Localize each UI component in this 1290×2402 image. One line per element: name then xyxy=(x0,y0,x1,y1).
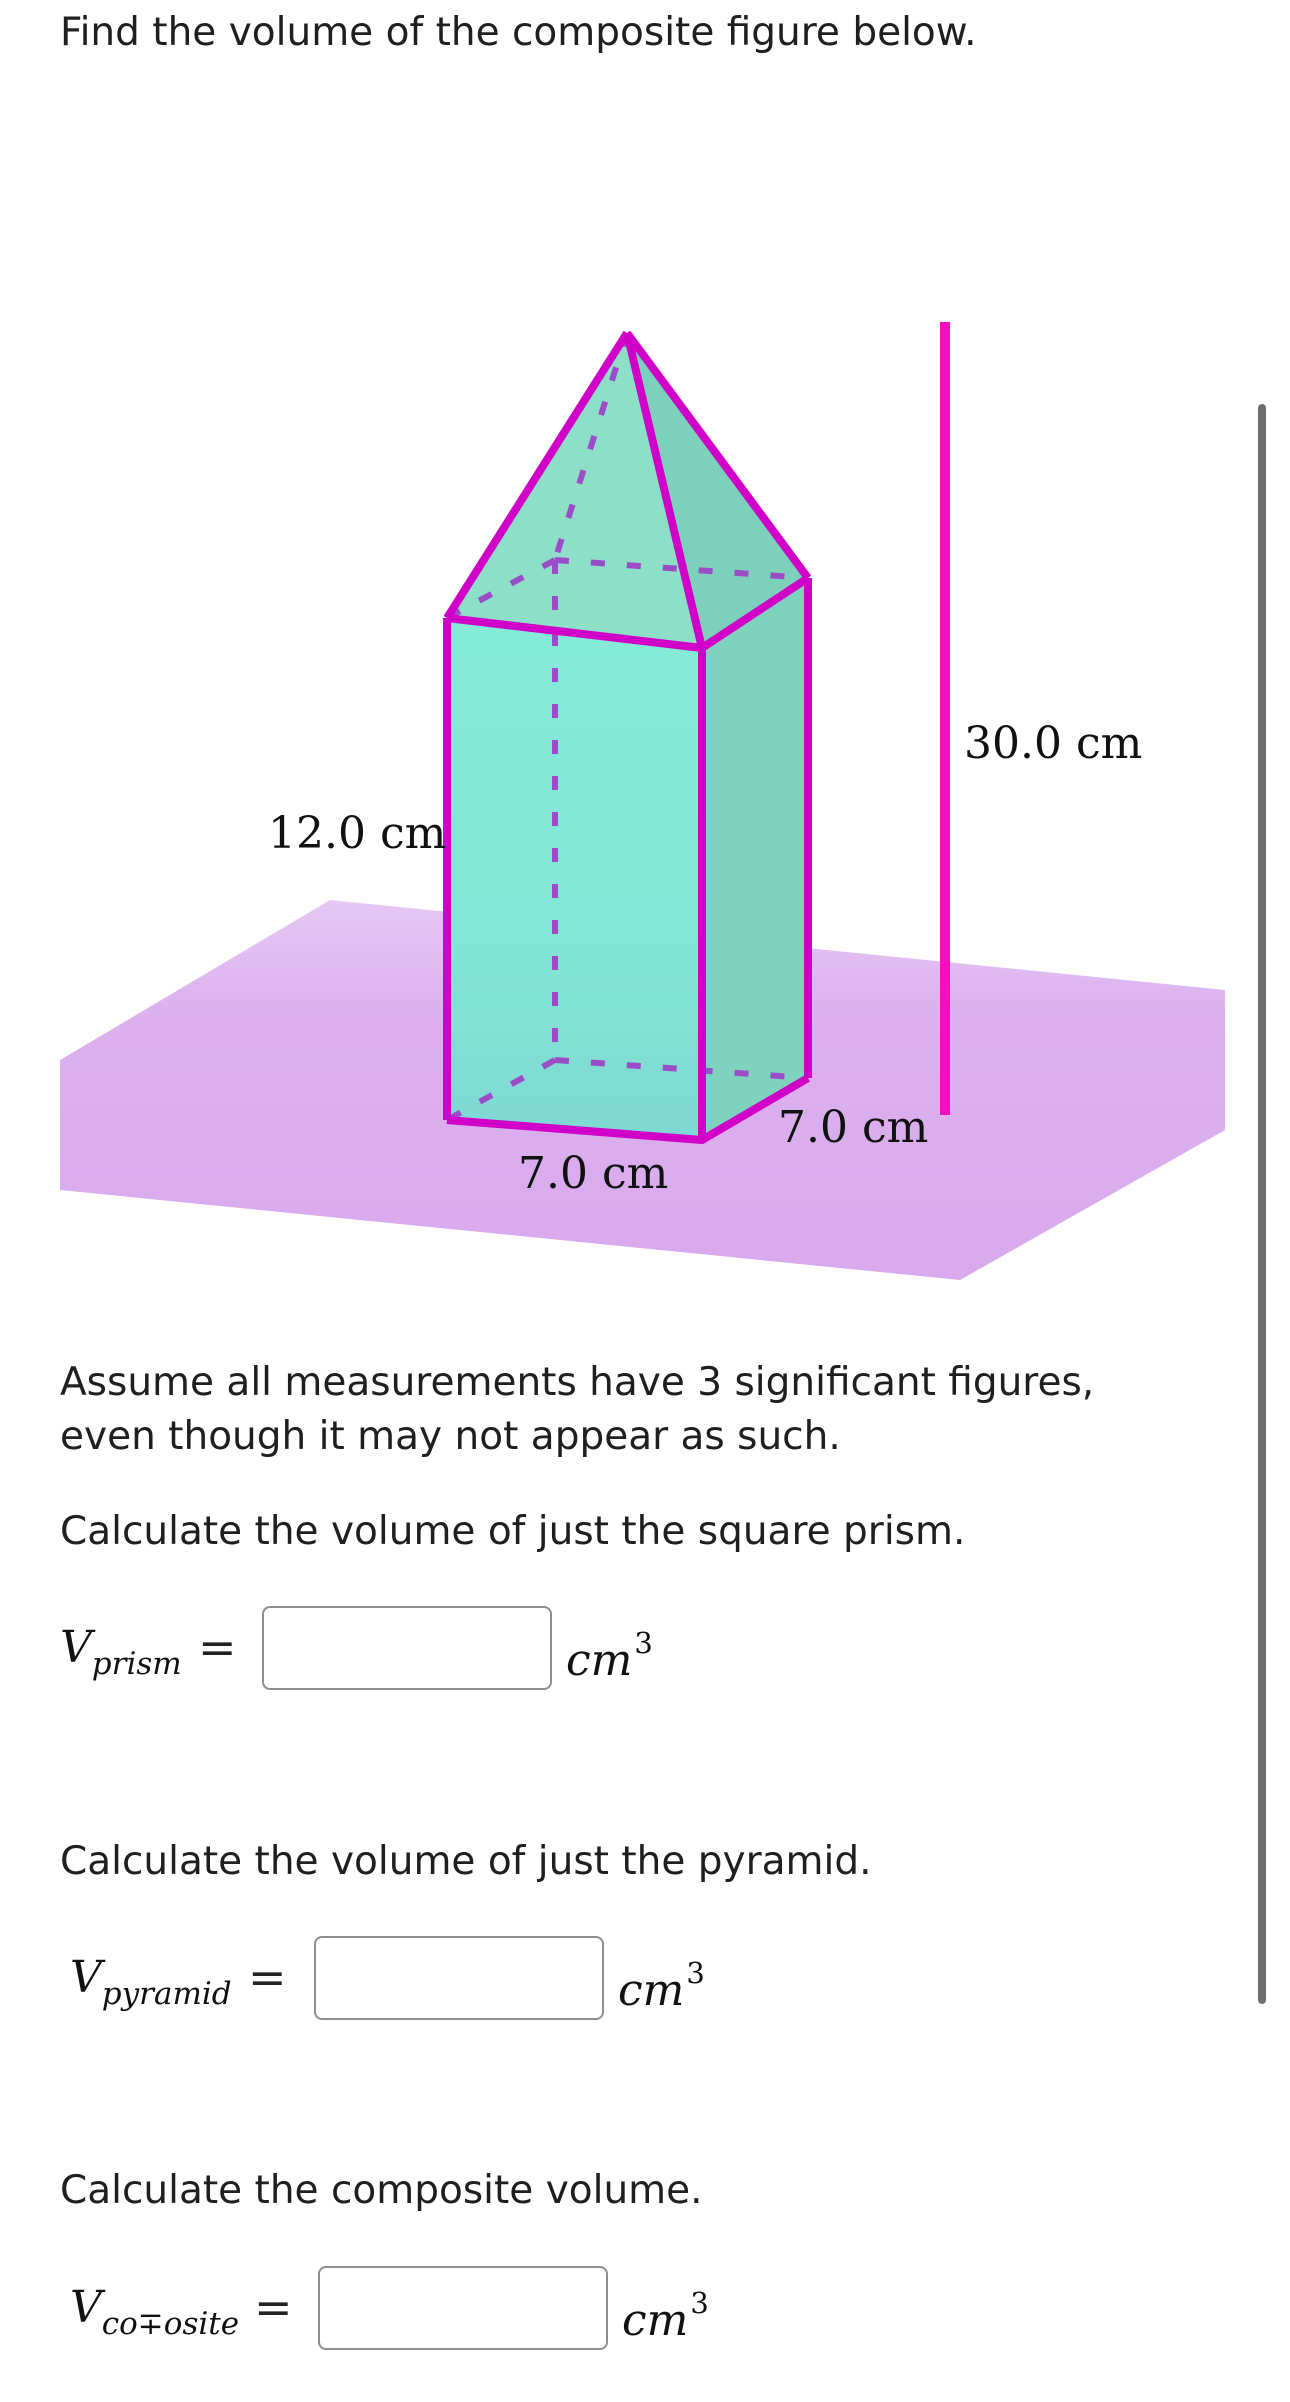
label-base-side: 7.0 cm xyxy=(778,1102,929,1153)
prism-volume-unit: $cm^3$ xyxy=(566,1626,653,1686)
pyramid-equals-sign: = xyxy=(248,1950,287,2004)
composite-volume-variable: $V_{co\mp osite}$ xyxy=(70,2282,240,2342)
prism-volume-variable: $V_{prism}$ xyxy=(60,1622,182,1682)
assumption-text: Assume all measurements have 3 significant figures, even though it may not appear as such. xyxy=(60,1360,1095,1459)
question-title: Find the volume of the composite figure below. xyxy=(60,10,977,55)
pyramid-volume-unit: $cm^3$ xyxy=(618,1956,705,2016)
pyramid-volume-variable: $V_{pyramid}$ xyxy=(70,1952,232,2012)
pyramid-instruction: Calculate the volume of just the pyramid. xyxy=(60,1839,872,1884)
label-total-height: 30.0 cm xyxy=(964,718,1143,769)
composite-volume-input[interactable] xyxy=(318,2266,608,2350)
prism-instruction: Calculate the volume of just the square prism. xyxy=(60,1509,966,1554)
label-prism-height: 12.0 cm xyxy=(268,808,447,859)
composite-instruction: Calculate the composite volume. xyxy=(60,2168,703,2213)
composite-volume-unit: $cm^3$ xyxy=(622,2286,709,2346)
scrollbar[interactable] xyxy=(1258,404,1266,2004)
composite-figure xyxy=(0,300,1290,1300)
prism-side-face xyxy=(702,578,808,1140)
prism-equals-sign: = xyxy=(198,1620,237,1674)
prism-volume-input[interactable] xyxy=(262,1606,552,1690)
pyramid-volume-input[interactable] xyxy=(314,1936,604,2020)
prism-front-face xyxy=(447,618,702,1140)
label-base-front: 7.0 cm xyxy=(518,1148,669,1199)
composite-equals-sign: = xyxy=(254,2280,293,2334)
